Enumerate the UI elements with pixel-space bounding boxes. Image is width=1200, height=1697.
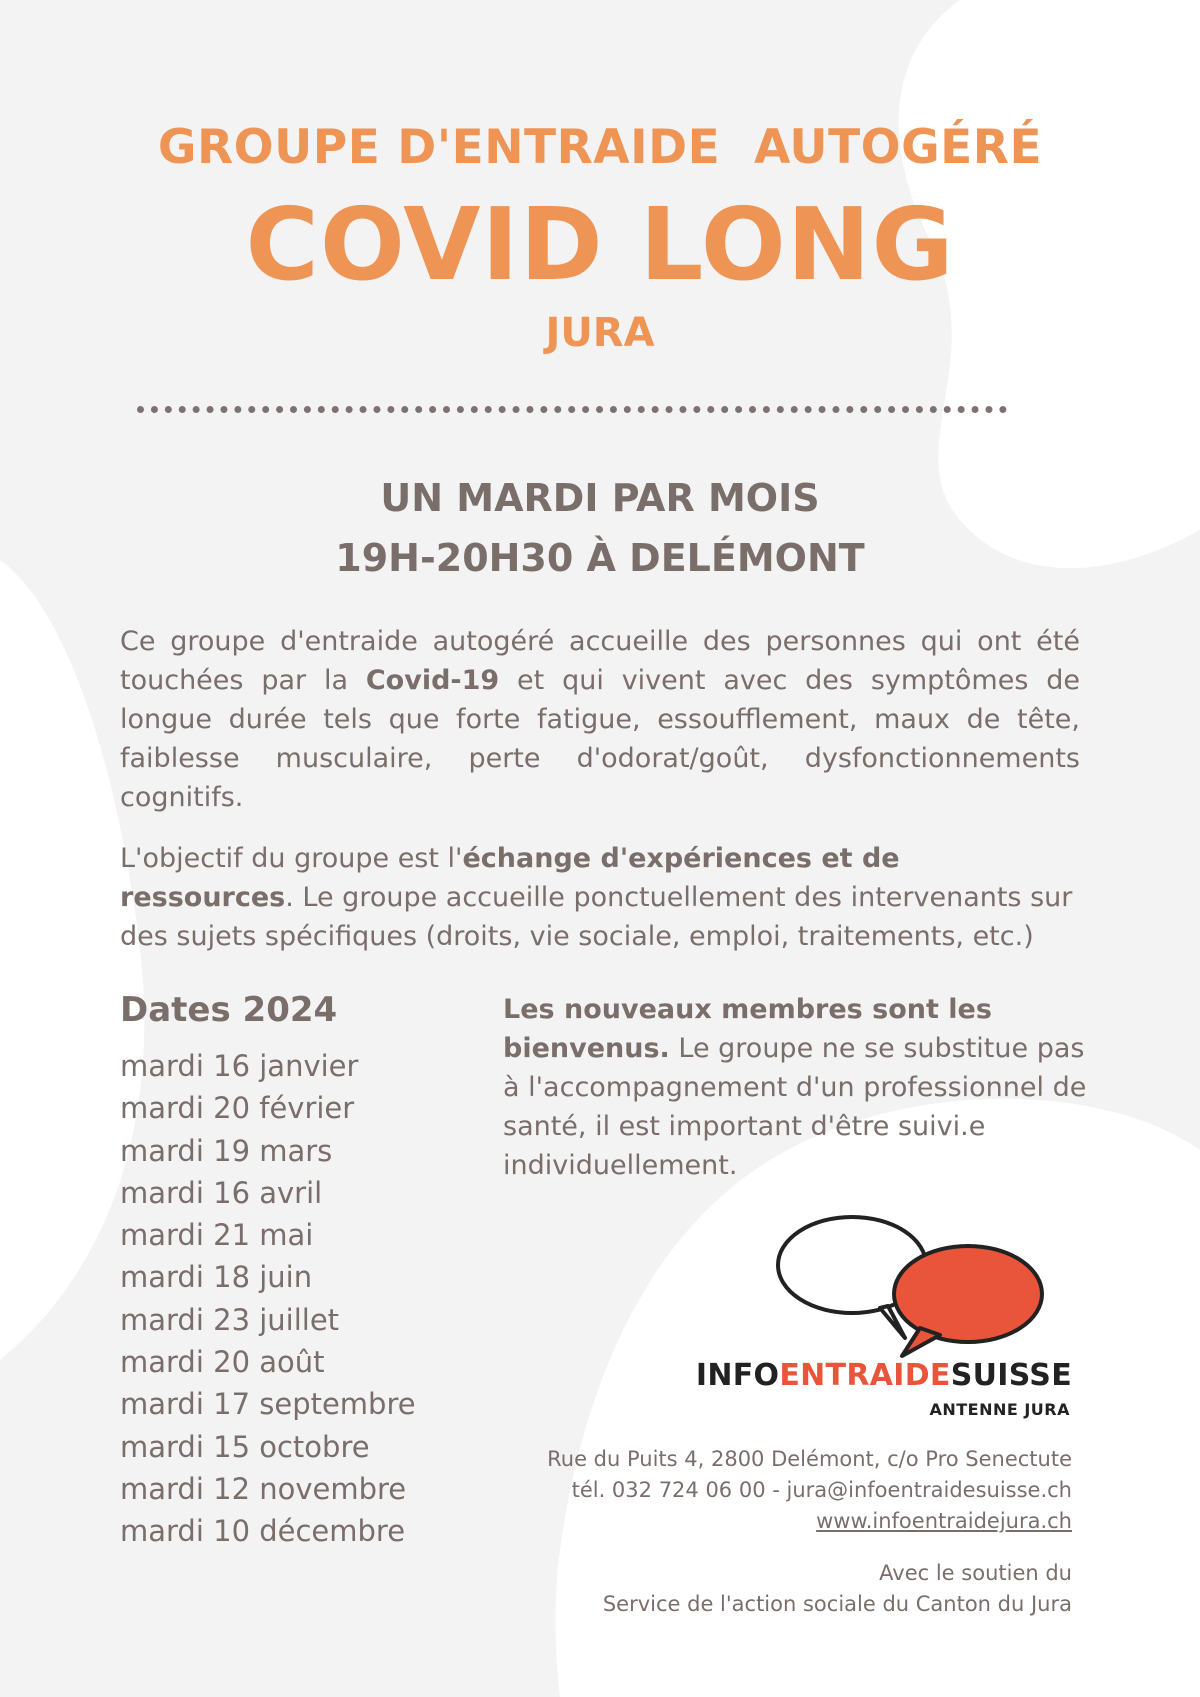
objective-bold-text: échange d'expériences et de ressources (120, 843, 900, 913)
contact-address: Rue du Puits 4, 2800 Delémont, c/o Pro Senectute (547, 1447, 1072, 1471)
new-members-text: Le groupe ne se substitue pas à l'accompagnement d'un professionnel de santé, il est important d'être suivi.e individuellement. (503, 1033, 1087, 1181)
date-item: mardi 20 février (120, 1091, 355, 1126)
contact-phone-email: tél. 032 724 06 00 - jura@infoentraidesuisse.ch (571, 1478, 1072, 1502)
schedule-block (0, 468, 1200, 588)
logo-text-suisse: SUISSE (950, 1358, 1072, 1393)
intro-bold-text: Covid-19 (365, 665, 500, 696)
website-link[interactable]: www.infoentraidejura.ch (816, 1509, 1072, 1533)
logo-text-info: INFO (695, 1358, 780, 1393)
support-line-2: Service de l'action sociale du Canton du Jura (602, 1592, 1072, 1616)
date-item: mardi 23 juillet (120, 1302, 340, 1337)
organization-logo-text (696, 1358, 1072, 1393)
schedule-frequency: UN MARDI PAR MOIS (380, 476, 820, 520)
page-subtitle: JURA (545, 310, 655, 356)
new-members-note (503, 990, 1088, 1185)
dotted-divider (137, 406, 1007, 413)
dates-list (120, 1045, 416, 1553)
dates-heading: Dates 2024 (120, 990, 338, 1030)
date-item: mardi 10 décembre (120, 1514, 406, 1549)
page-kicker: GROUPE D'ENTRAIDE AUTOGÉRÉ (157, 120, 1043, 175)
date-item: mardi 18 juin (120, 1260, 313, 1295)
speech-bubbles-icon (770, 1210, 1065, 1360)
new-members-bold: Les nouveaux membres sont les bienvenus. (503, 994, 992, 1064)
logo-text-entraide: ENTRAIDE (779, 1358, 951, 1393)
schedule-time-location: 19H-20H30 À DELÉMONT (335, 536, 865, 580)
intro-text-start: Ce groupe d'entraide autogéré accueille des personnes qui ont été touchées par la (120, 626, 1080, 696)
contact-block (547, 1444, 1072, 1537)
date-item: mardi 20 août (120, 1345, 325, 1380)
date-item: mardi 17 septembre (120, 1387, 416, 1422)
page-title: COVID LONG (245, 186, 955, 303)
support-line-1: Avec le soutien du (879, 1561, 1072, 1585)
objective-text-start: L'objectif du groupe est l' (120, 843, 463, 874)
objective-paragraph (120, 839, 1080, 956)
support-block (603, 1558, 1072, 1620)
intro-paragraph (120, 622, 1080, 817)
date-item: mardi 15 octobre (120, 1429, 370, 1464)
intro-text-end: et qui vivent avec des symptômes de longue durée tels que forte fatigue, essoufflement, maux de tête, faiblesse musculaire, perte d'odorat/goût, dysfonctionnements cognitifs. (120, 665, 1080, 813)
organization-logo-subtitle: ANTENNE JURA (929, 1400, 1070, 1419)
date-item: mardi 21 mai (120, 1218, 314, 1253)
date-item: mardi 12 novembre (120, 1471, 407, 1506)
date-item: mardi 16 avril (120, 1175, 323, 1210)
objective-text-end: . Le groupe accueille ponctuellement des intervenants sur des sujets spécifiques (droits, vie sociale, emploi, traitements, etc.) (120, 882, 1073, 952)
date-item: mardi 19 mars (120, 1133, 333, 1168)
date-item: mardi 16 janvier (120, 1049, 359, 1083)
